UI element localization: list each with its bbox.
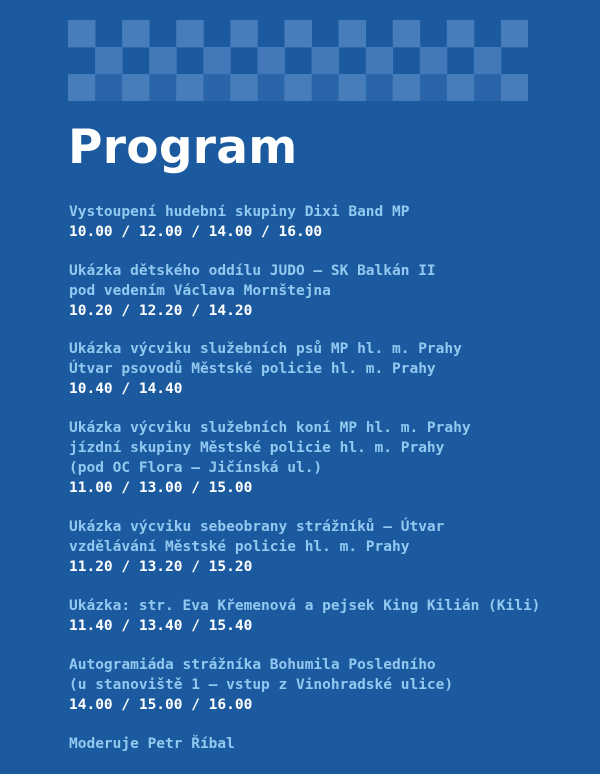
- program-item-times: 11.40 / 13.40 / 15.40: [69, 618, 253, 634]
- checker-square: [447, 74, 474, 101]
- checkerboard-pattern: [68, 20, 528, 101]
- checker-square: [203, 74, 230, 101]
- checker-square: [366, 74, 393, 101]
- checker-square: [122, 74, 149, 101]
- program-item: [69, 261, 436, 321]
- checker-square: [203, 47, 230, 74]
- program-item: [69, 517, 444, 577]
- program-item-name: Ukázka dětského oddílu JUDO – SK Balkán II: [69, 263, 436, 279]
- program-item: [69, 655, 453, 715]
- checker-square: [501, 20, 528, 47]
- checker-square: [312, 47, 339, 74]
- checker-square: [312, 74, 339, 101]
- checker-square: [176, 20, 203, 47]
- program-item-name: Moderuje Petr Říbal: [69, 736, 235, 752]
- program-item-name: vzdělávání Městské policie hl. m. Prahy: [69, 539, 410, 555]
- program-item-times: 10.00 / 12.00 / 14.00 / 16.00: [69, 224, 323, 240]
- checker-square: [257, 47, 284, 74]
- checker-square: [68, 74, 95, 101]
- checker-square: [501, 74, 528, 101]
- program-item-name: Ukázka výcviku služebních koní MP hl. m. Prahy: [69, 420, 471, 436]
- program-item-name: Ukázka výcviku sebeobrany strážníků – Útvar: [69, 519, 445, 535]
- checker-square: [122, 20, 149, 47]
- program-item-name: Útvar psovodů Městské policie hl. m. Prahy: [69, 361, 436, 377]
- program-item-name: Autogramiáda strážníka Bohumila Posledního: [69, 657, 436, 673]
- program-item-name: (u stanoviště 1 – vstup z Vinohradské ulice): [69, 677, 454, 693]
- program-item-name: Vystoupení hudební skupiny Dixi Band MP: [69, 204, 410, 220]
- checker-square: [257, 74, 284, 101]
- program-item: [69, 734, 235, 754]
- checker-square: [339, 74, 366, 101]
- program-item-name: jízdní skupiny Městské policie hl. m. Prahy: [69, 440, 445, 456]
- program-item-name: Ukázka výcviku služebních psů MP hl. m. Prahy: [69, 341, 462, 357]
- page-title: Program: [68, 120, 298, 175]
- program-item-name: pod vedením Václava Mornštejna: [69, 283, 331, 299]
- program-item-times: 11.00 / 13.00 / 15.00: [69, 480, 253, 496]
- program-item: [69, 418, 471, 498]
- checker-square: [393, 74, 420, 101]
- program-item-times: 14.00 / 15.00 / 16.00: [69, 697, 253, 713]
- program-item-times: 10.20 / 12.20 / 14.20: [69, 303, 253, 319]
- checker-square: [284, 20, 311, 47]
- checker-square: [366, 47, 393, 74]
- checker-square: [230, 74, 257, 101]
- checker-square: [339, 20, 366, 47]
- checkerboard-graphic: [68, 20, 528, 101]
- checker-square: [474, 74, 501, 101]
- program-item-name: Ukázka: str. Eva Křemenová a pejsek King Kilián (Kili): [69, 598, 541, 614]
- checker-square: [447, 20, 474, 47]
- checker-square: [68, 20, 95, 47]
- checker-square: [284, 74, 311, 101]
- checker-square: [176, 74, 203, 101]
- program-item: [69, 202, 409, 242]
- checker-square: [420, 47, 447, 74]
- checker-square: [149, 47, 176, 74]
- checker-square: [95, 74, 122, 101]
- checker-square: [420, 74, 447, 101]
- program-item-name: (pod OC Flora – Jičínská ul.): [69, 460, 323, 476]
- checker-square: [474, 47, 501, 74]
- program-item-times: 10.40 / 14.40: [69, 381, 183, 397]
- program-item: [69, 339, 462, 399]
- program-item: [69, 596, 540, 636]
- checker-square: [230, 20, 257, 47]
- program-item-times: 11.20 / 13.20 / 15.20: [69, 559, 253, 575]
- checker-square: [149, 74, 176, 101]
- checker-square: [393, 20, 420, 47]
- checker-square: [95, 47, 122, 74]
